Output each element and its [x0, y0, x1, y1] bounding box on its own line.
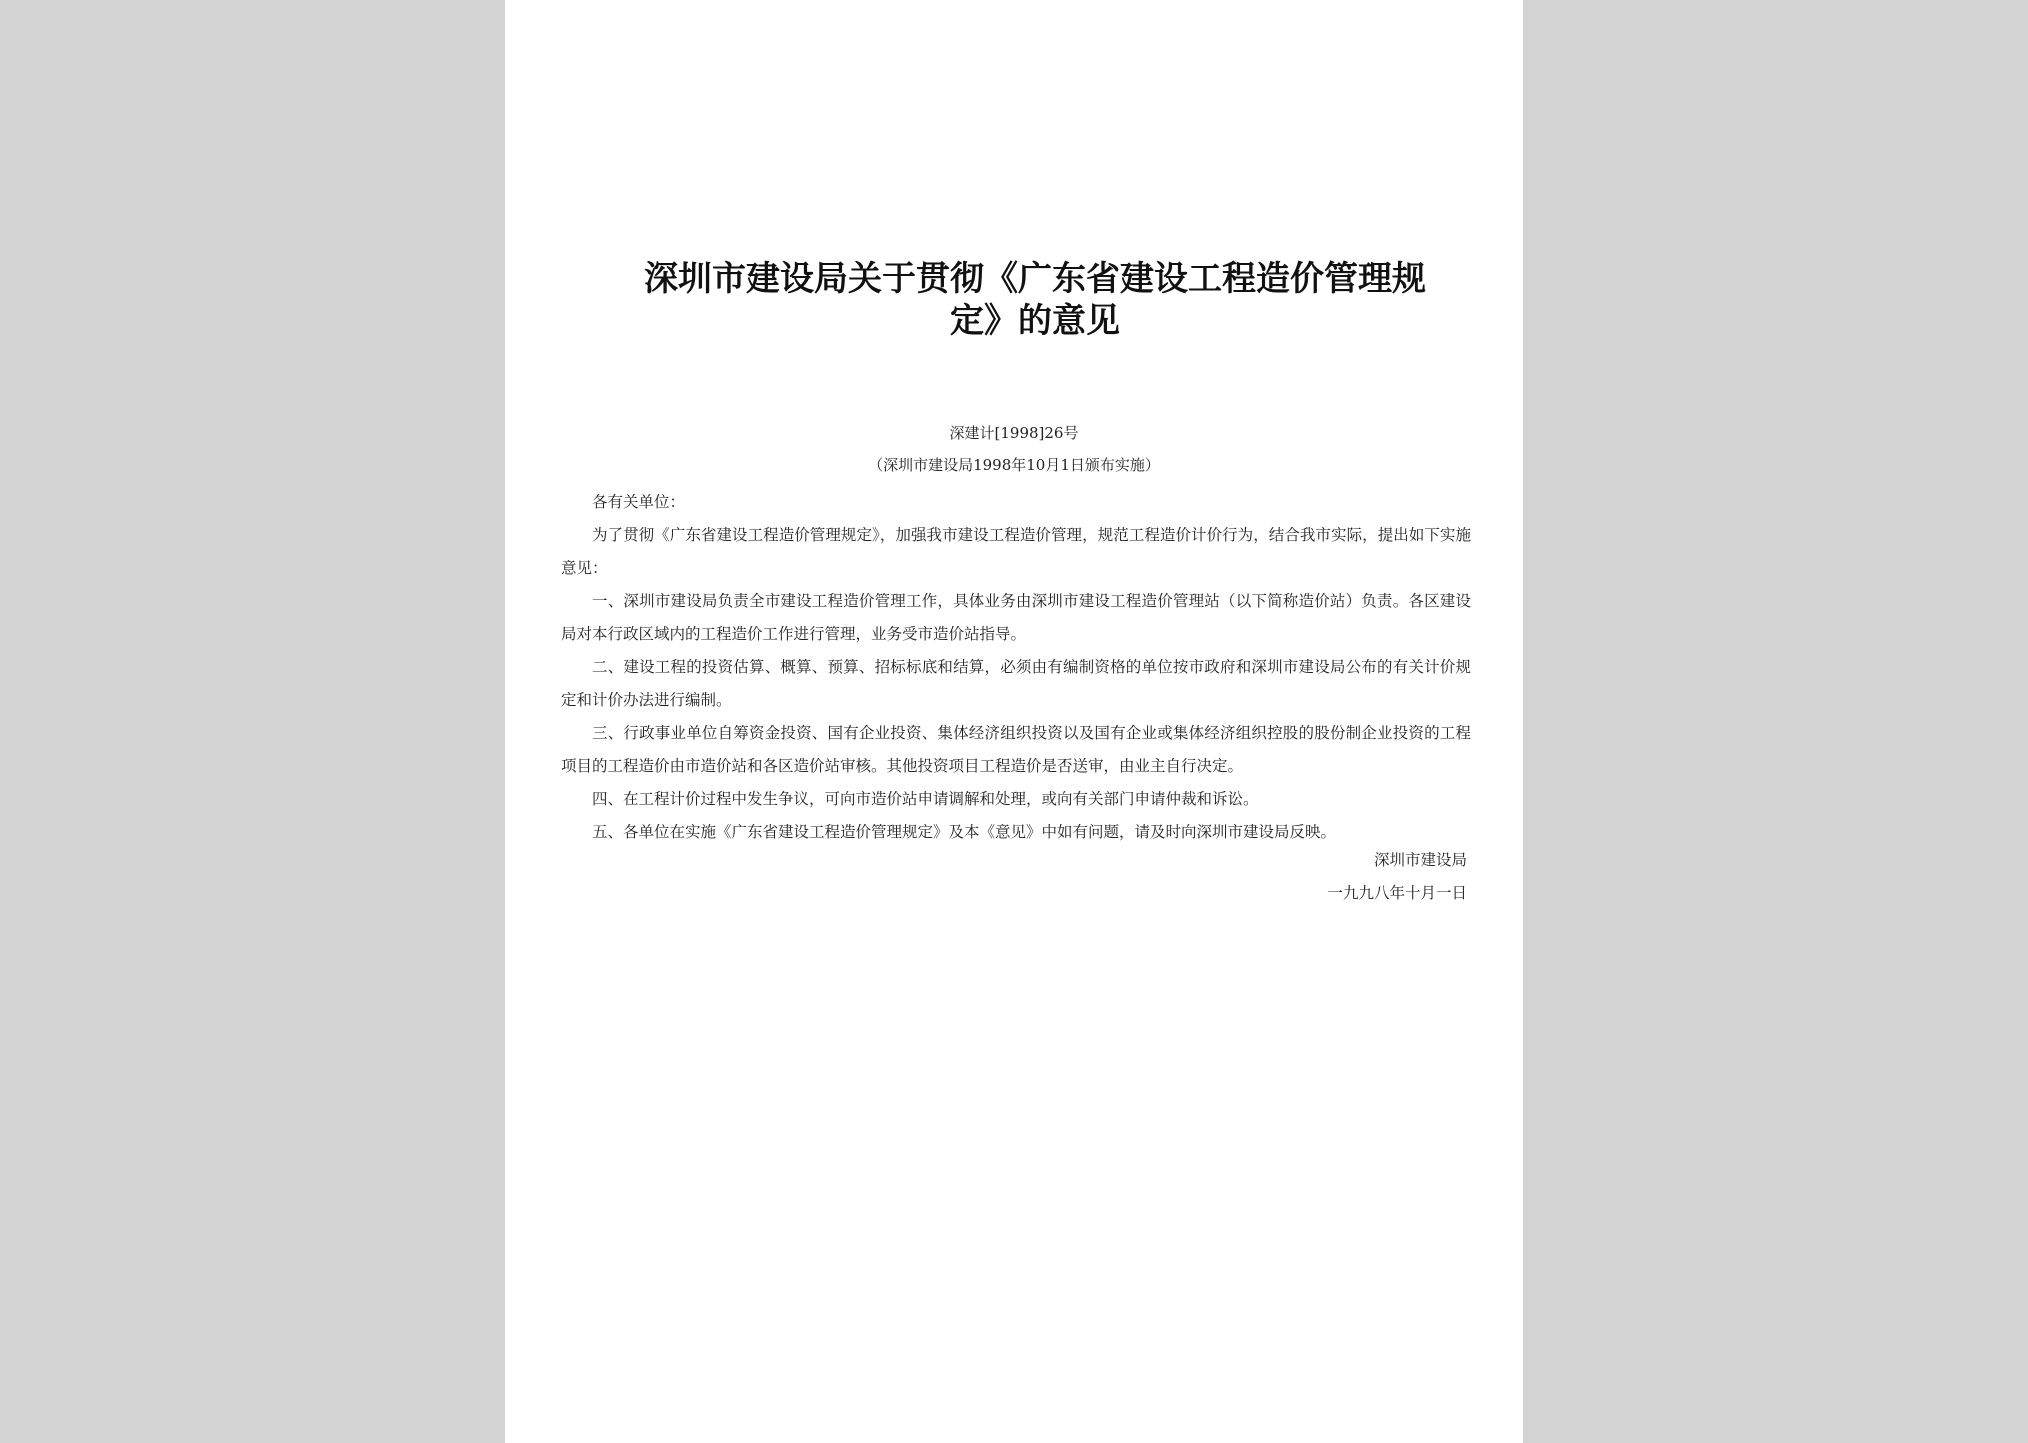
paragraph-intro: 为了贯彻《广东省建设工程造价管理规定》，加强我市建设工程造价管理，规范工程造价计价行为，结合我市实际，提出如下实施意见： [561, 526, 1471, 577]
paragraph-3: 三、行政事业单位自筹资金投资、国有企业投资、集体经济组织投资以及国有企业或集体经济组织控股的股份制企业投资的工程项目的工程造价由市造价站和各区造价站审核。其他投资项目工程造价是否送审，由业主自行决定。 [561, 724, 1471, 775]
paragraph-1: 一、深圳市建设局负责全市建设工程造价管理工作，具体业务由深圳市建设工程造价管理站（以下简称造价站）负责。各区建设局对本行政区域内的工程造价工作进行管理，业务受市造价站指导。 [561, 592, 1471, 643]
signature-date: 一九九八年十月一日 [1327, 884, 1467, 902]
issued-note: （深圳市建设局1998年10月1日颁布实施） [868, 456, 1160, 474]
salutation: 各有关单位： [592, 493, 686, 511]
title-line-2: 定》的意见 [950, 301, 1120, 341]
paragraph-4: 四、在工程计价过程中发生争议，可向市造价站申请调解和处理，或向有关部门申请仲裁和诉讼。 [592, 790, 1259, 808]
document-page [505, 0, 1523, 1443]
document-body [561, 486, 1471, 849]
paragraph-5: 五、各单位在实施《广东省建设工程造价管理规定》及本《意见》中如有问题，请及时向深圳市建设局反映。 [592, 823, 1337, 841]
signature-org: 深圳市建设局 [1373, 851, 1467, 869]
document-title [600, 258, 1470, 342]
paragraph-2: 二、建设工程的投资估算、概算、预算、招标标底和结算，必须由有编制资格的单位按市政府和深圳市建设局公布的有关计价规定和计价办法进行编制。 [561, 658, 1471, 709]
title-line-1: 深圳市建设局关于贯彻《广东省建设工程造价管理规 [644, 259, 1426, 299]
document-number: 深建计[1998]26号 [949, 424, 1079, 442]
